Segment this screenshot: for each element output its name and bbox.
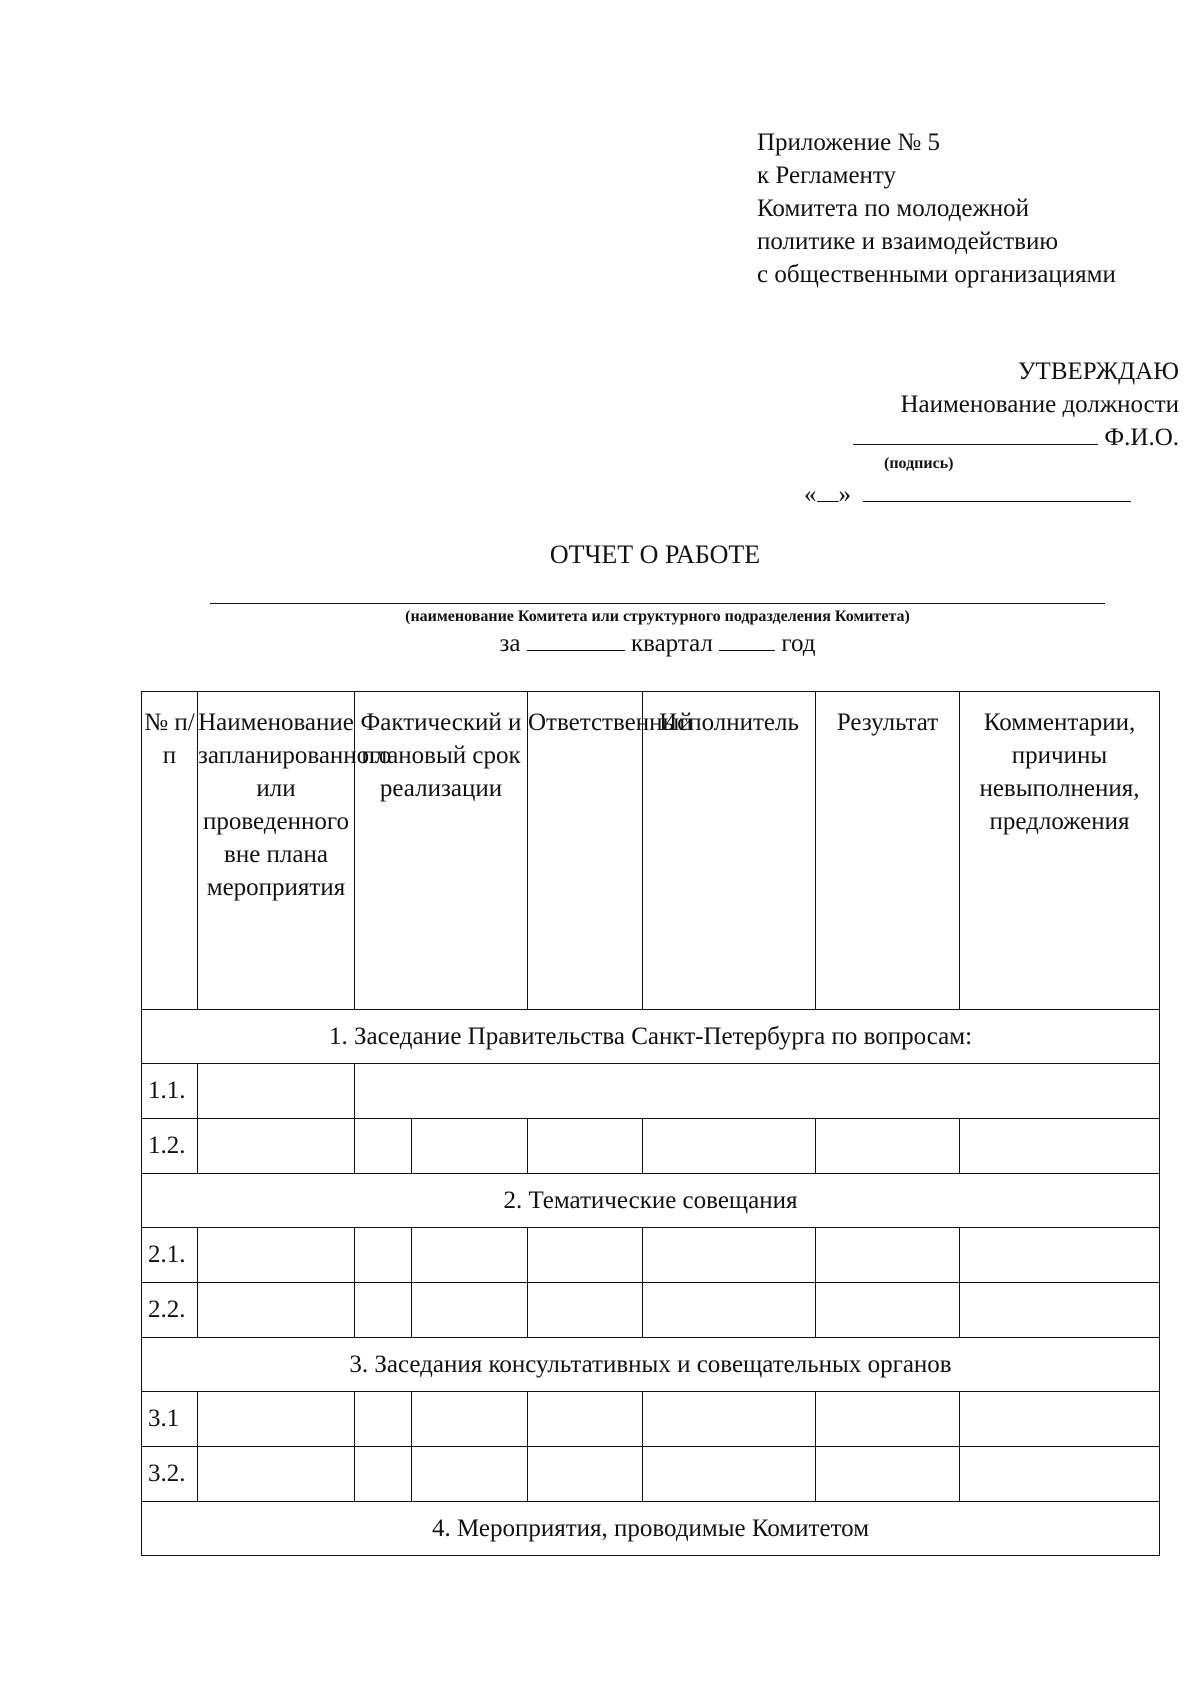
header-result: Результат (816, 692, 960, 1010)
cell-deadline-actual[interactable] (355, 1228, 412, 1283)
cell-deadline-plan[interactable] (412, 1447, 528, 1502)
table-header-row (142, 692, 1160, 1010)
section-row (142, 1010, 1160, 1064)
annex-line: с общественными организациями (757, 261, 1116, 288)
signature-line[interactable] (853, 444, 1098, 445)
row-number: 3.1 (142, 1392, 198, 1447)
cell-deadline-actual[interactable] (355, 1447, 412, 1502)
header-executor: Исполнитель (643, 692, 816, 1010)
cell-responsible[interactable] (528, 1392, 643, 1447)
cell-result[interactable] (816, 1119, 960, 1174)
table-row (142, 1064, 1160, 1119)
period-row (210, 630, 1105, 658)
cell-result[interactable] (816, 1392, 960, 1447)
annex-line: Комитета по молодежной (757, 195, 1029, 222)
cell-executor[interactable] (643, 1283, 816, 1338)
header-event-name: Наименование запланированного или проведенного вне плана мероприятия (198, 692, 355, 1010)
row-number: 1.1. (142, 1064, 198, 1119)
table-row (142, 1119, 1160, 1174)
cell-merged[interactable] (355, 1064, 1160, 1119)
section-title: 1. Заседание Правительства Санкт-Петербурга по вопросам: (142, 1010, 1160, 1064)
cell-responsible[interactable] (528, 1447, 643, 1502)
table-row (142, 1228, 1160, 1283)
date-quote-close: » (838, 481, 851, 508)
position-label: Наименование должности (900, 391, 1179, 418)
header-deadline: Фактический и плановый срок реализации (355, 692, 528, 1010)
date-day-line[interactable] (817, 501, 839, 502)
cell-event[interactable] (198, 1283, 355, 1338)
cell-event[interactable] (198, 1228, 355, 1283)
section-title: 3. Заседания консультативных и совещательных органов (142, 1338, 1160, 1392)
cell-executor[interactable] (643, 1392, 816, 1447)
cell-executor[interactable] (643, 1119, 816, 1174)
date-month-line[interactable] (863, 501, 1131, 502)
cell-event[interactable] (198, 1392, 355, 1447)
approval-block (799, 355, 1179, 511)
cell-deadline-plan[interactable] (412, 1119, 528, 1174)
cell-result[interactable] (816, 1283, 960, 1338)
date-row (799, 478, 1179, 511)
period-for: за (499, 630, 521, 657)
year-line[interactable] (719, 650, 775, 651)
period-quarter: квартал (630, 630, 713, 657)
cell-deadline-plan[interactable] (412, 1392, 528, 1447)
annex-line: Приложение № 5 (757, 129, 941, 156)
cell-comments[interactable] (960, 1392, 1160, 1447)
cell-responsible[interactable] (528, 1228, 643, 1283)
row-number: 2.2. (142, 1283, 198, 1338)
header-number: № п/п (142, 692, 198, 1010)
annex-block (757, 126, 1116, 291)
section-title: 2. Тематические совещания (142, 1174, 1160, 1228)
report-title: ОТЧЕТ О РАБОТЕ (549, 540, 761, 569)
cell-deadline-actual[interactable] (355, 1392, 412, 1447)
cell-deadline-actual[interactable] (355, 1283, 412, 1338)
row-number: 3.2. (142, 1447, 198, 1502)
report-table (141, 691, 1160, 1556)
cell-event[interactable] (198, 1064, 355, 1119)
annex-line: политике и взаимодействию (757, 228, 1059, 255)
org-name-line[interactable] (210, 603, 1105, 604)
section-row (142, 1338, 1160, 1392)
cell-event[interactable] (198, 1119, 355, 1174)
fio-label: Ф.И.О. (1104, 424, 1179, 451)
org-caption: (наименование Комитета или структурного подразделения Комитета) (405, 608, 910, 625)
table-row (142, 1283, 1160, 1338)
section-row (142, 1174, 1160, 1228)
row-number: 2.1. (142, 1228, 198, 1283)
table-row (142, 1447, 1160, 1502)
period-year: год (781, 630, 816, 657)
annex-line: к Регламенту (757, 162, 897, 189)
row-number: 1.2. (142, 1119, 198, 1174)
cell-event[interactable] (198, 1447, 355, 1502)
cell-result[interactable] (816, 1228, 960, 1283)
signature-caption: (подпись) (884, 455, 954, 472)
cell-deadline-plan[interactable] (412, 1283, 528, 1338)
cell-deadline-actual[interactable] (355, 1119, 412, 1174)
section-title: 4. Мероприятия, проводимые Комитетом (142, 1502, 1160, 1556)
quarter-line[interactable] (527, 650, 625, 651)
header-comments: Комментарии, причины невыполнения, предложения (960, 692, 1160, 1010)
section-row (142, 1502, 1160, 1556)
signature-line-row (799, 421, 1179, 454)
cell-comments[interactable] (960, 1119, 1160, 1174)
header-responsible: Ответственный (528, 692, 643, 1010)
date-quote-open: « (804, 481, 817, 508)
cell-responsible[interactable] (528, 1283, 643, 1338)
approve-label: УТВЕРЖДАЮ (1017, 358, 1179, 385)
cell-comments[interactable] (960, 1447, 1160, 1502)
cell-deadline-plan[interactable] (412, 1228, 528, 1283)
cell-result[interactable] (816, 1447, 960, 1502)
cell-executor[interactable] (643, 1228, 816, 1283)
cell-responsible[interactable] (528, 1119, 643, 1174)
table-row (142, 1392, 1160, 1447)
cell-comments[interactable] (960, 1228, 1160, 1283)
cell-executor[interactable] (643, 1447, 816, 1502)
cell-comments[interactable] (960, 1283, 1160, 1338)
